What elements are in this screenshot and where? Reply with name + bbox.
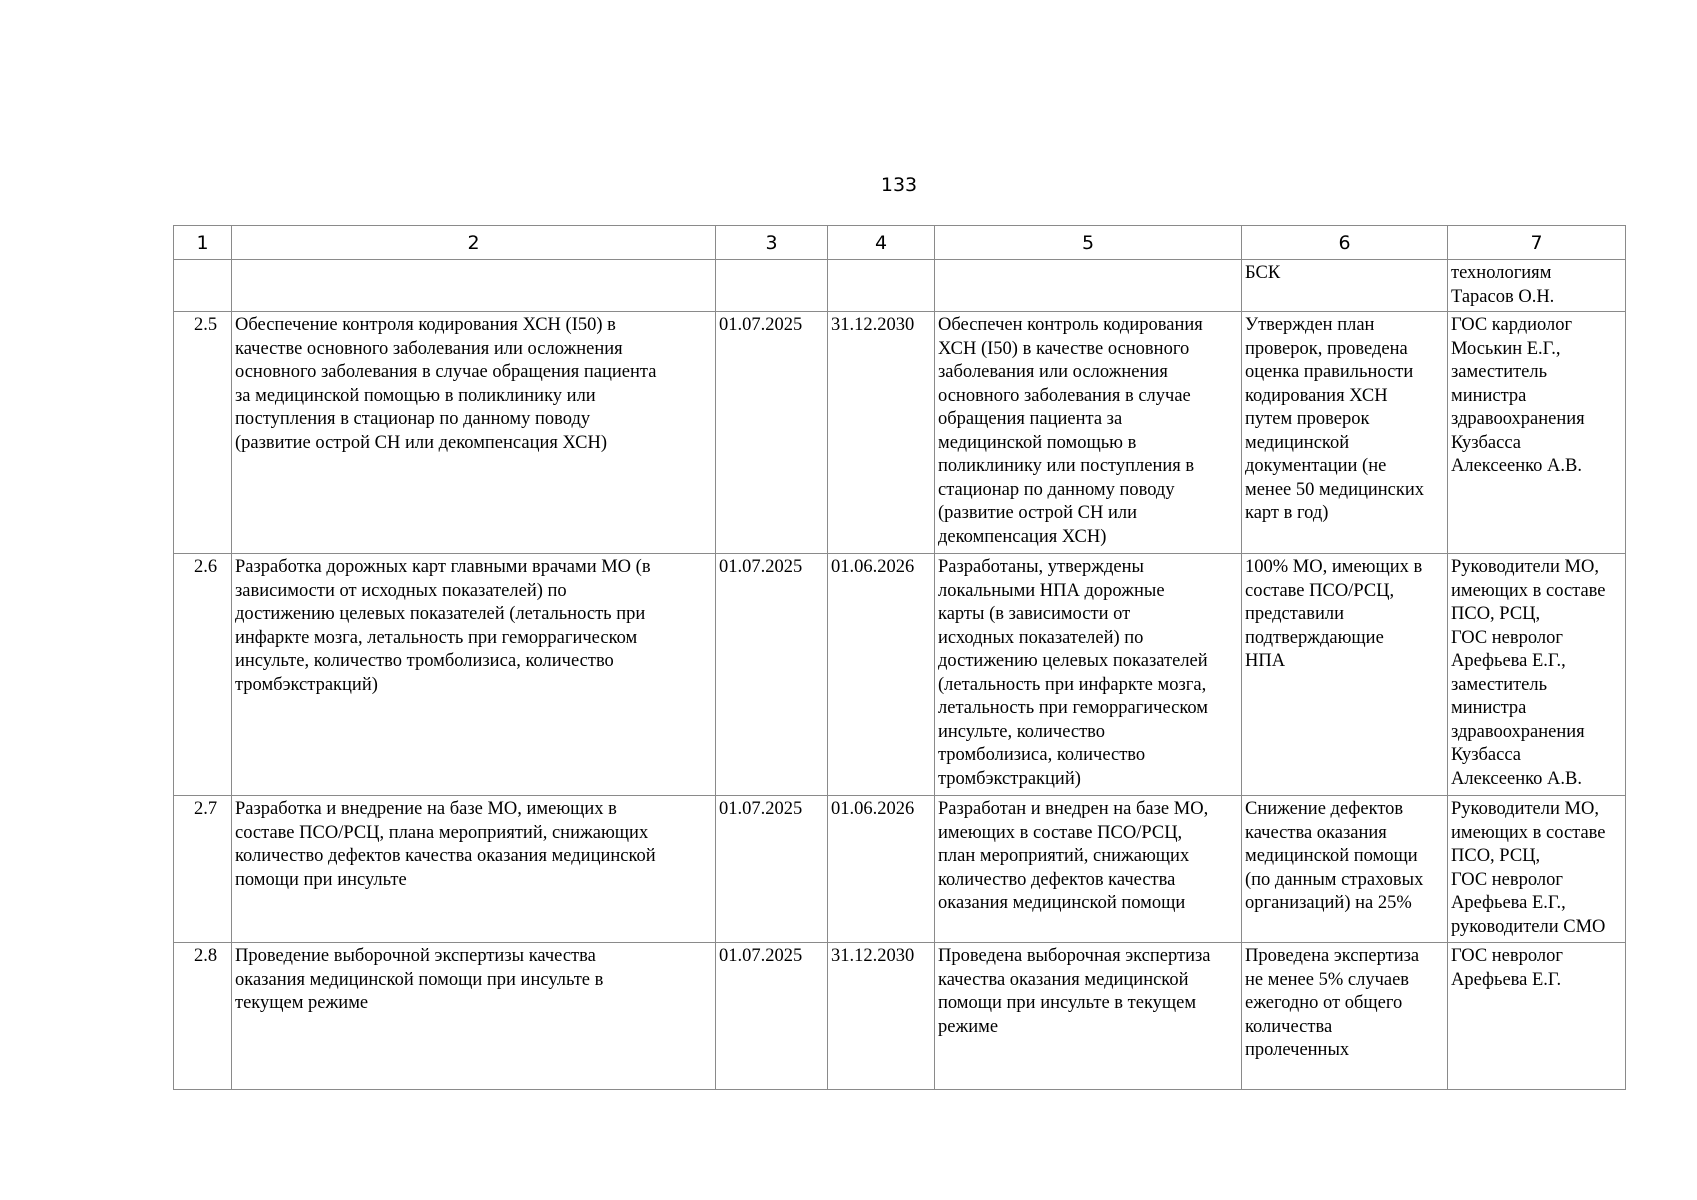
indicator-cell: Проведена экспертиза не менее 5% случаев ежегодно от общего количества пролеченных bbox=[1242, 943, 1448, 1090]
page-number: 133 bbox=[880, 174, 918, 196]
column-number-header: 1 bbox=[174, 226, 232, 260]
row-number-cell: 2.8 bbox=[174, 943, 232, 1090]
responsible-cell: Руководители МО, имеющих в составе ПСО, РСЦ, ГОС невролог Арефьева Е.Г., заместитель министра здравоохранения Кузбасса Алексеенко А.В. bbox=[1448, 554, 1626, 796]
table-row bbox=[174, 796, 1626, 943]
responsible-cell: ГОС кардиолог Моськин Е.Г., заместитель министра здравоохранения Кузбасса Алексеенко А.В. bbox=[1448, 312, 1626, 554]
plan-table bbox=[173, 225, 1626, 1090]
end-date-cell: 01.06.2026 bbox=[828, 796, 935, 943]
column-number-header: 3 bbox=[716, 226, 828, 260]
table-row bbox=[174, 943, 1626, 1090]
row-number-cell: 2.7 bbox=[174, 796, 232, 943]
column-number-header: 5 bbox=[935, 226, 1242, 260]
indicator-cell: Утвержден план проверок, проведена оценка правильности кодирования ХСН путем проверок медицинской документации (не менее 50 медицинских карт в год) bbox=[1242, 312, 1448, 554]
indicator-cell: БСК bbox=[1242, 260, 1448, 312]
table-row bbox=[174, 260, 1626, 312]
result-cell: Проведена выборочная экспертиза качества оказания медицинской помощи при инсульте в текущем режиме bbox=[935, 943, 1242, 1090]
column-number-header: 4 bbox=[828, 226, 935, 260]
activity-cell: Разработка дорожных карт главными врачами МО (в зависимости от исходных показателей) по достижению целевых показателей (летальность при инфаркте мозга, летальность при геморрагическом инсульте, количество тромболизиса, количество тромбэкстракций) bbox=[232, 554, 716, 796]
result-cell: Обеспечен контроль кодирования ХСН (I50) в качестве основного заболевания или осложнения основного заболевания в случае обращения пациента за медицинской помощью в поликлинику или поступления в стационар по данному поводу (развитие острой СН или декомпенсация ХСН) bbox=[935, 312, 1242, 554]
row-number-cell: 2.6 bbox=[174, 554, 232, 796]
row-number-cell bbox=[174, 260, 232, 312]
indicator-cell: 100% МО, имеющих в составе ПСО/РСЦ, представили подтверждающие НПА bbox=[1242, 554, 1448, 796]
result-cell: Разработан и внедрен на базе МО, имеющих в составе ПСО/РСЦ, план мероприятий, снижающих количество дефектов качества оказания медицинской помощи bbox=[935, 796, 1242, 943]
column-number-header: 6 bbox=[1242, 226, 1448, 260]
start-date-cell: 01.07.2025 bbox=[716, 312, 828, 554]
column-number-header: 2 bbox=[232, 226, 716, 260]
activity-cell: Проведение выборочной экспертизы качества оказания медицинской помощи при инсульте в текущем режиме bbox=[232, 943, 716, 1090]
result-cell bbox=[935, 260, 1242, 312]
end-date-cell: 01.06.2026 bbox=[828, 554, 935, 796]
column-number-header: 7 bbox=[1448, 226, 1626, 260]
column-number-row bbox=[174, 226, 1626, 260]
table-row bbox=[174, 312, 1626, 554]
responsible-cell: Руководители МО, имеющих в составе ПСО, РСЦ, ГОС невролог Арефьева Е.Г., руководители СМО bbox=[1448, 796, 1626, 943]
start-date-cell bbox=[716, 260, 828, 312]
result-cell: Разработаны, утверждены локальными НПА дорожные карты (в зависимости от исходных показателей) по достижению целевых показателей (летальность при инфаркте мозга, летальность при геморрагическом инсульте, количество тромболизиса, количество тромбэкстракций) bbox=[935, 554, 1242, 796]
responsible-cell: технологиям Тарасов О.Н. bbox=[1448, 260, 1626, 312]
plan-table-container bbox=[173, 225, 1626, 1090]
responsible-cell: ГОС невролог Арефьева Е.Г. bbox=[1448, 943, 1626, 1090]
end-date-cell bbox=[828, 260, 935, 312]
start-date-cell: 01.07.2025 bbox=[716, 796, 828, 943]
activity-cell bbox=[232, 260, 716, 312]
row-number-cell: 2.5 bbox=[174, 312, 232, 554]
activity-cell: Разработка и внедрение на базе МО, имеющих в составе ПСО/РСЦ, плана мероприятий, снижающих количество дефектов качества оказания медицинской помощи при инсульте bbox=[232, 796, 716, 943]
start-date-cell: 01.07.2025 bbox=[716, 554, 828, 796]
table-row bbox=[174, 554, 1626, 796]
end-date-cell: 31.12.2030 bbox=[828, 312, 935, 554]
indicator-cell: Снижение дефектов качества оказания медицинской помощи (по данным страховых организаций) на 25% bbox=[1242, 796, 1448, 943]
end-date-cell: 31.12.2030 bbox=[828, 943, 935, 1090]
start-date-cell: 01.07.2025 bbox=[716, 943, 828, 1090]
activity-cell: Обеспечение контроля кодирования ХСН (I50) в качестве основного заболевания или осложнения основного заболевания в случае обращения пациента за медицинской помощью в поликлинику или поступления в стационар по данному поводу (развитие острой СН или декомпенсация ХСН) bbox=[232, 312, 716, 554]
